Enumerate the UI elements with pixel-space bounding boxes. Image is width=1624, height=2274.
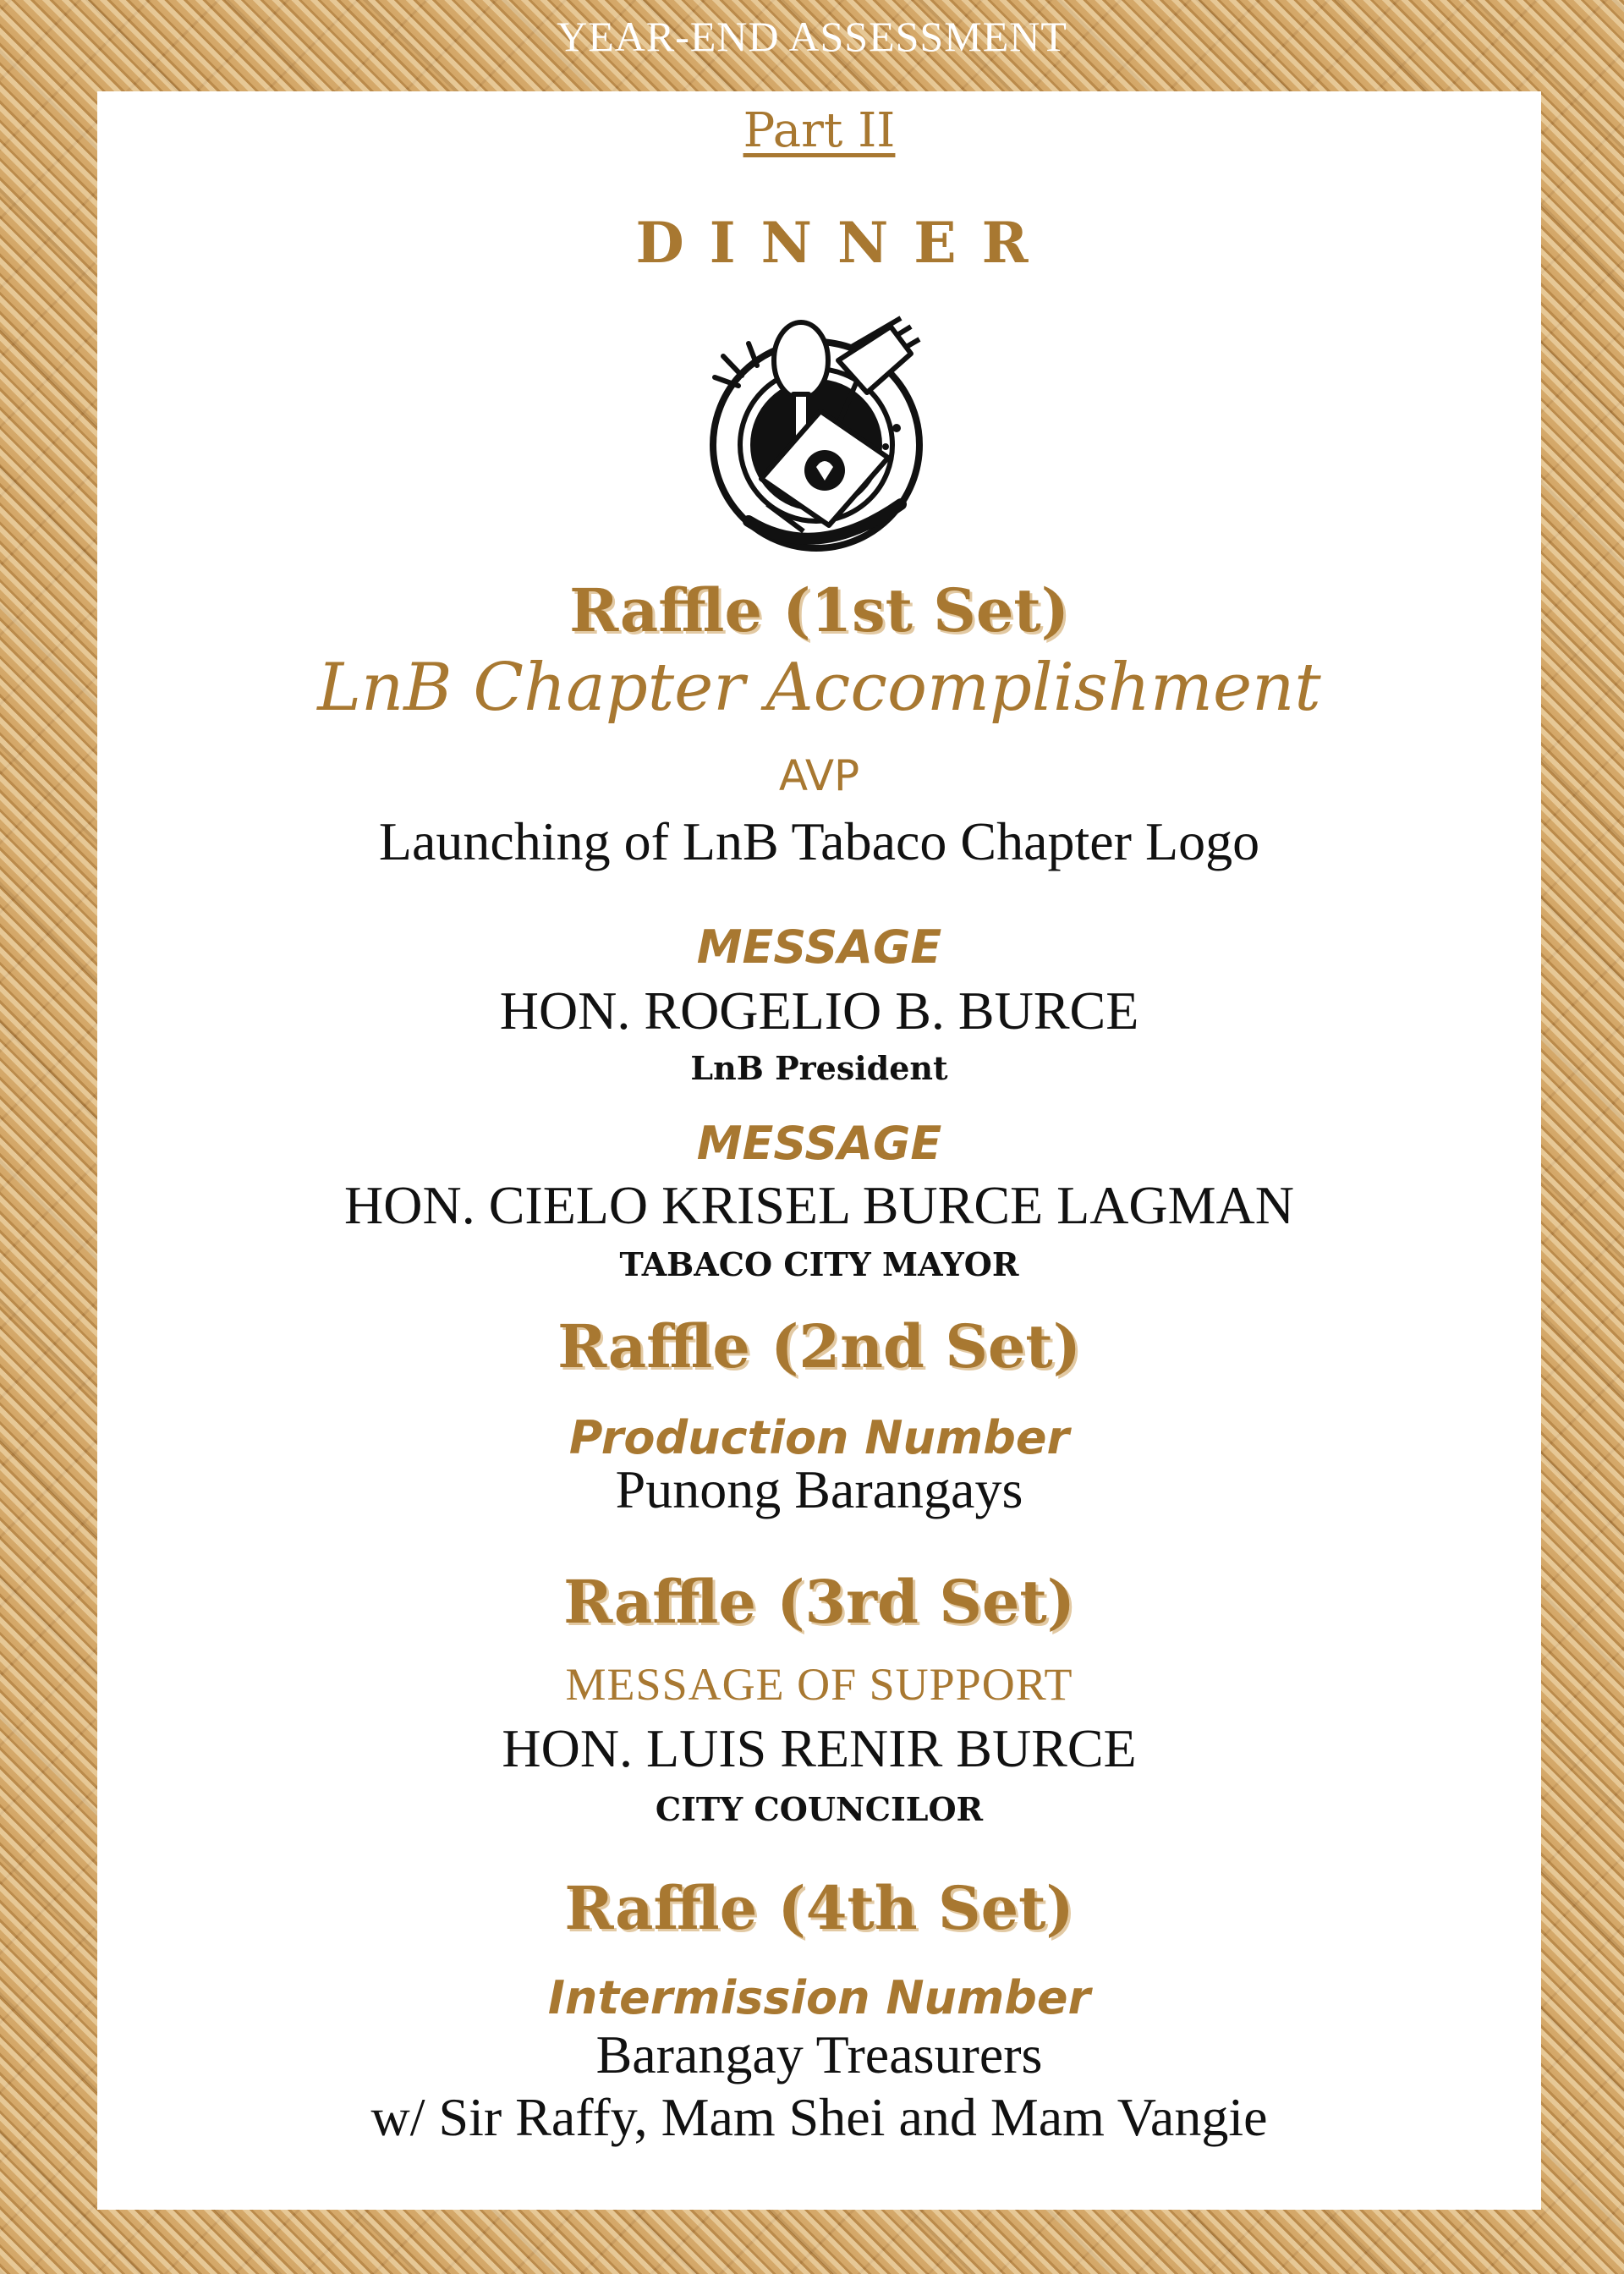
support-speaker: HON. LUIS RENIR BURCE [502,1718,1137,1778]
production-performers: Punong Barangays [615,1459,1023,1519]
event-title: YEAR-END ASSESSMENT [557,13,1067,60]
intermission-label: Intermission Number [547,1971,1091,2024]
accomplishment-heading: LnB Chapter Accomplishment [317,650,1321,726]
logo-launching-item: Launching of LnB Tabaco Chapter Logo [378,811,1260,871]
message-2-label: MESSAGE [696,1117,942,1170]
dinner-plate-icon [689,310,943,563]
raffle-3-heading: Raffle (3rd Set) [563,1567,1075,1637]
intermission-guests: w/ Sir Raffy, Mam Shei and Mam Vangie [370,2087,1268,2147]
avp-label: AVP [778,751,860,800]
intermission-performers: Barangay Treasurers [595,2024,1043,2084]
message-1-label: MESSAGE [696,920,942,974]
support-title: CITY COUNCILOR [655,1790,984,1828]
message-2-title: TABACO CITY MAYOR [619,1245,1019,1283]
dinner-heading: DINNER [635,210,1054,276]
message-1-speaker: HON. ROGELIO B. BURCE [499,980,1139,1041]
raffle-2-heading: Raffle (2nd Set) [557,1311,1081,1381]
raffle-4-heading: Raffle (4th Set) [564,1873,1074,1943]
support-label: MESSAGE OF SUPPORT [565,1659,1073,1710]
raffle-1-heading: Raffle (1st Set) [569,575,1069,645]
message-2-speaker: HON. CIELO KRISEL BURCE LAGMAN [344,1175,1294,1235]
program-card [97,91,1541,2210]
production-label: Production Number [568,1411,1070,1464]
part-heading: Part II [743,103,896,158]
message-1-title: LnB President [690,1049,948,1087]
